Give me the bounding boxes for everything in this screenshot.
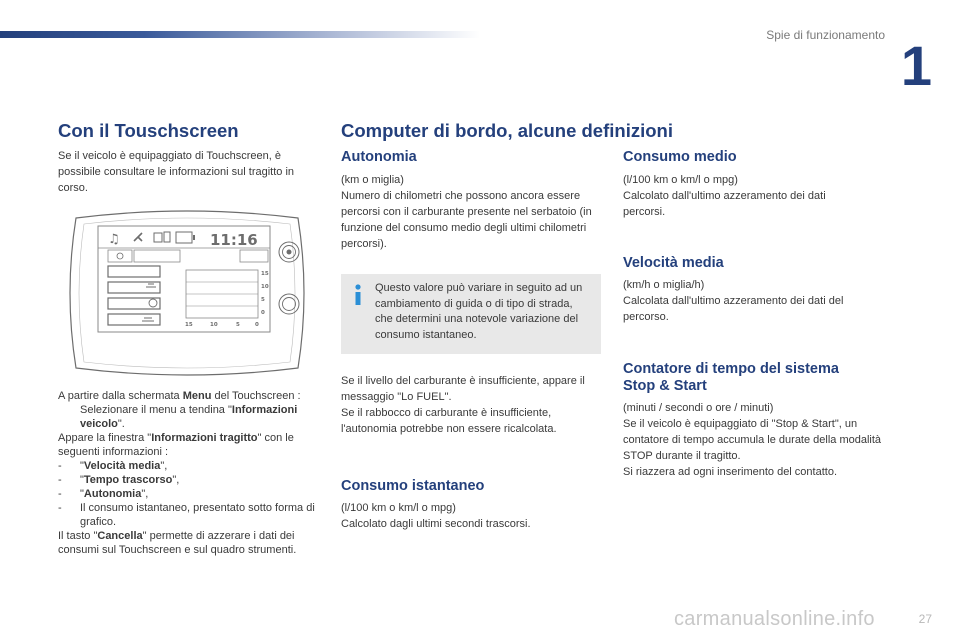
medio-unit: (l/100 km o km/l o mpg) bbox=[623, 174, 738, 186]
info-icon bbox=[352, 284, 364, 306]
main-section-title: Computer di bordo, alcune definizioni bbox=[341, 120, 673, 141]
fuel-warning-text: Se il livello del carburante è insufficiente, appare il messaggio "Lo FUEL". bbox=[341, 375, 585, 403]
menu-term: Menu bbox=[182, 390, 212, 402]
fuel-refill-text: Se il rabbocco di carburante è insufficiente, l'autonomia potrebbe non essere ricalcolata. bbox=[341, 407, 557, 435]
stopstart-unit: (minuti / secondi o ore / minuti) bbox=[623, 402, 774, 414]
menu-instruction: A partire dalla schermata Menu del Touchscreen : bbox=[58, 390, 301, 402]
scale-right-10: 10 bbox=[261, 284, 269, 290]
left-instructions bbox=[58, 389, 320, 557]
watermark: carmanualsonline.info bbox=[674, 608, 875, 630]
medio-body: Calcolato dall'ultimo azzeramento dei dati percorsi. bbox=[623, 190, 826, 218]
scale-right-0: 0 bbox=[261, 310, 265, 316]
touchscreen-illustration bbox=[58, 208, 316, 378]
stopstart-body: Se il veicolo è equipaggiato di "Stop & Start", un contatore di tempo accumula le durate della modalità STOP durante il tragitto. bbox=[623, 418, 882, 462]
left-section-title: Con il Touschscreen bbox=[58, 120, 239, 141]
stopstart-title-line1: Contatore di tempo del sistema bbox=[623, 361, 839, 377]
chapter-number: 1 bbox=[900, 34, 932, 97]
info-text: Questo valore può variare in seguito ad un cambiamento di guida o di tipo di strada, che determini una notevole variazione del consumo istantaneo. bbox=[375, 282, 583, 341]
cancel-text: Il tasto "Cancella" permette di azzerare i dati dei consumi sul Touchscreen e sul quadro strumenti. bbox=[58, 530, 297, 556]
scale-bottom-5: 5 bbox=[236, 322, 240, 328]
velocita-body: Calcolata dall'ultimo azzeramento dei dati del percorso. bbox=[623, 295, 844, 323]
istantaneo-title: Consumo istantaneo bbox=[341, 478, 485, 494]
info-list bbox=[58, 459, 320, 529]
header-bar bbox=[0, 31, 480, 38]
scale-bottom-15: 15 bbox=[185, 322, 193, 328]
list-item: - "Velocità media", bbox=[58, 460, 168, 472]
autonomia-title: Autonomia bbox=[341, 149, 417, 165]
scale-bottom-10: 10 bbox=[210, 322, 218, 328]
page-number: 27 bbox=[918, 612, 932, 626]
velocita-title: Velocità media bbox=[623, 255, 724, 271]
list-item: - "Autonomia", bbox=[58, 488, 149, 500]
istantaneo-body: Calcolato dagli ultimi secondi trascorsi. bbox=[341, 518, 531, 530]
medio-title: Consumo medio bbox=[623, 149, 737, 165]
section-header-title: Spie di funzionamento bbox=[766, 28, 885, 42]
left-intro-text: Se il veicolo è equipaggiato di Touchscreen, è possibile consultare le informazioni sul tragitto in corso. bbox=[58, 150, 295, 194]
svg-text:♫: ♫ bbox=[108, 232, 120, 247]
info-box bbox=[341, 274, 601, 354]
step-item: Selezionare il menu a tendina "Informazioni veicolo". bbox=[80, 404, 298, 430]
scale-bottom-0: 0 bbox=[255, 322, 259, 328]
autonomia-unit: (km o miglia) bbox=[341, 174, 404, 186]
step-list bbox=[58, 403, 320, 431]
list-item: - Il consumo istantaneo, presentato sotto forma di grafico. bbox=[58, 502, 315, 528]
stopstart-title-line2: Stop & Start bbox=[623, 378, 707, 394]
autonomia-body: Numero di chilometri che possono ancora essere percorsi con il carburante presente nel serbatoio (in funzione del consumo medio degli ultimi chilometri percorsi). bbox=[341, 190, 592, 250]
screen-clock: 11:16 bbox=[210, 231, 258, 249]
scale-right-5: 5 bbox=[261, 297, 265, 303]
scale-right-15: 15 bbox=[261, 271, 269, 277]
list-item: - "Tempo trascorso", bbox=[58, 474, 180, 486]
appare-text: Appare la finestra "Informazioni tragitto" con le seguenti informazioni : bbox=[58, 432, 294, 458]
velocita-unit: (km/h o miglia/h) bbox=[623, 279, 705, 291]
istantaneo-unit: (l/100 km o km/l o mpg) bbox=[341, 502, 456, 514]
stopstart-reset: Si riazzera ad ogni inserimento del contatto. bbox=[623, 466, 838, 478]
